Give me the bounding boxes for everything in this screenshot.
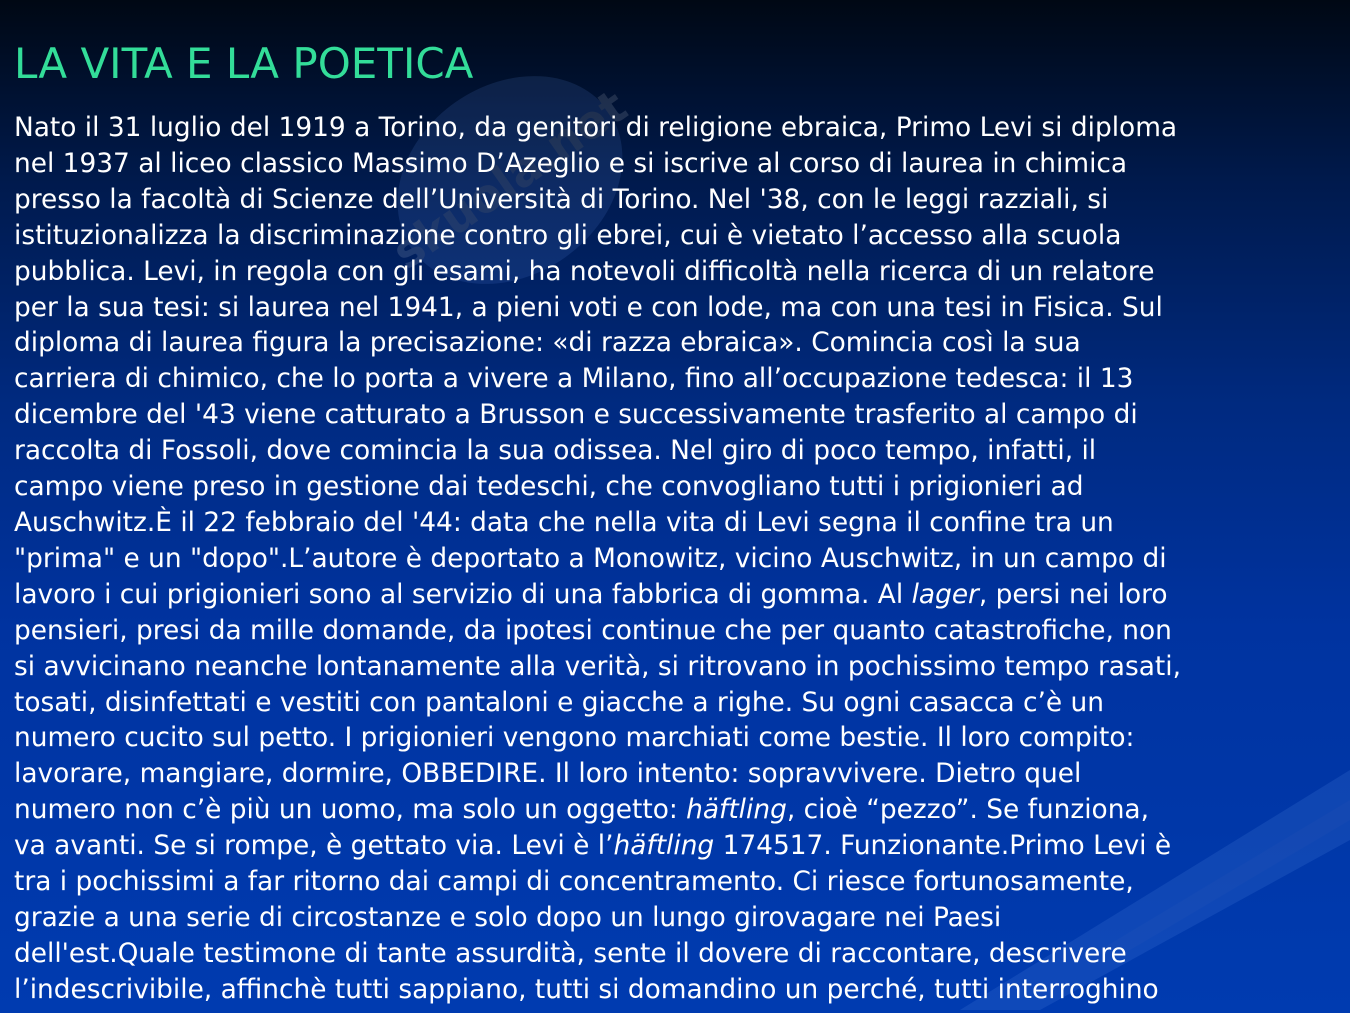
text-line [14,361,1344,397]
text-line [14,433,1344,469]
text-line [14,218,1344,254]
text-segment: tosati, disinfettati e vestiti con pantaloni e giacche a righe. Su ogni casacca c’è un [14,686,1104,718]
text-segment: dicembre del '43 viene catturato a Brusson e successivamente trasferito al campo di [14,399,1138,431]
text-line [14,864,1344,900]
text-line [14,110,1344,146]
text-segment: raccolta di Fossoli, dove comincia la sua odissea. Nel giro di poco tempo, infatti, il [14,435,1097,467]
text-line [14,182,1344,218]
text-segment: tra i pochissimi a far ritorno dai campi di concentramento. Ci riesce fortunosamente, [14,866,1134,898]
text-segment: "prima" e un "dopo".L’autore è deportato a Monowitz, vicino Auschwitz, in un campo di [14,542,1167,574]
text-line [14,146,1344,182]
text-line [14,541,1344,577]
text-line [14,254,1344,290]
text-segment: l’indescrivibile, affinchè tutti sappiano, tutti si domandino un perché, tutti interroghino [14,973,1159,1005]
text-segment: lavoro i cui prigionieri sono al servizio di una fabbrica di gomma. Al [14,578,912,610]
text-line [14,972,1344,1008]
text-line [14,469,1344,505]
text-line [14,505,1344,541]
text-segment: pubblica. Levi, in regola con gli esami, ha notevoli difficoltà nella ricerca di un relatore [14,255,1155,287]
text-segment: nel 1937 al liceo classico Massimo D’Azeglio e si iscrive al corso di laurea in chimica [14,147,1128,179]
text-segment: istituzionalizza la discriminazione contro gli ebrei, cui è vietato l’accesso alla scuola [14,219,1122,251]
text-segment: 174517. Funzionante.Primo Levi è [714,830,1172,862]
text-segment: presso la facoltà di Scienze dell’Università di Torino. Nel '38, con le leggi razziali, si [14,183,1109,215]
body-paragraph [14,110,1344,1008]
italic-term: häftling [686,794,787,826]
text-line [14,720,1344,756]
text-segment: grazie a una serie di circostanze e solo dopo un lungo girovagare nei Paesi [14,901,1002,933]
text-line [14,397,1344,433]
text-segment: Auschwitz.È il 22 febbraio del '44: data che nella vita di Levi segna il confine tra un [14,506,1114,538]
text-line [14,792,1344,828]
text-line [14,756,1344,792]
italic-term: lager [911,578,979,610]
text-segment: lavorare, mangiare, dormire, OBBEDIRE. Il loro intento: sopravvivere. Dietro quel [14,758,1082,790]
text-segment: si avvicinano neanche lontanamente alla verità, si ritrovano in pochissimo tempo rasati, [14,650,1181,682]
text-line [14,290,1344,326]
page-title: LA VITA E LA POETICA [14,39,474,88]
text-segment: per la sua tesi: si laurea nel 1941, a pieni voti e con lode, ma con una tesi in Fisica. Sul [14,291,1163,323]
text-segment: va avanti. Se si rompe, è gettato via. Levi è l’ [14,830,614,862]
italic-term: häftling [613,830,715,862]
text-segment: numero cucito sul petto. I prigionieri vengono marchiati come bestie. Il loro compito: [14,722,1135,754]
text-line [14,828,1344,864]
text-segment: , persi nei loro [978,578,1168,610]
text-segment: dell'est.Quale testimone di tante assurdità, sente il dovere di raccontare, descrivere [14,937,1127,969]
text-line [14,577,1344,613]
text-segment: , cioè “pezzo”. Se funziona, [786,794,1149,826]
text-segment: diploma di laurea figura la precisazione: «di razza ebraica». Comincia così la sua [14,327,1081,359]
text-line [14,613,1344,649]
text-segment: pensieri, presi da mille domande, da ipotesi continue che per quanto catastrofiche, non [14,614,1172,646]
text-line [14,936,1344,972]
text-segment: campo viene preso in gestione dai tedeschi, che convogliano tutti i prigionieri ad [14,471,1084,503]
text-segment: carriera di chimico, che lo porta a vivere a Milano, fino all’occupazione tedesca: il 13 [14,363,1134,395]
text-segment: numero non c’è più un uomo, ma solo un oggetto: [14,794,687,826]
text-line [14,685,1344,721]
text-line [14,900,1344,936]
text-line [14,325,1344,361]
text-line [14,649,1344,685]
text-segment: Nato il 31 luglio del 1919 a Torino, da genitori di religione ebraica, Primo Levi si diploma [14,112,1178,143]
watermark-text: skuola.net [382,78,637,280]
